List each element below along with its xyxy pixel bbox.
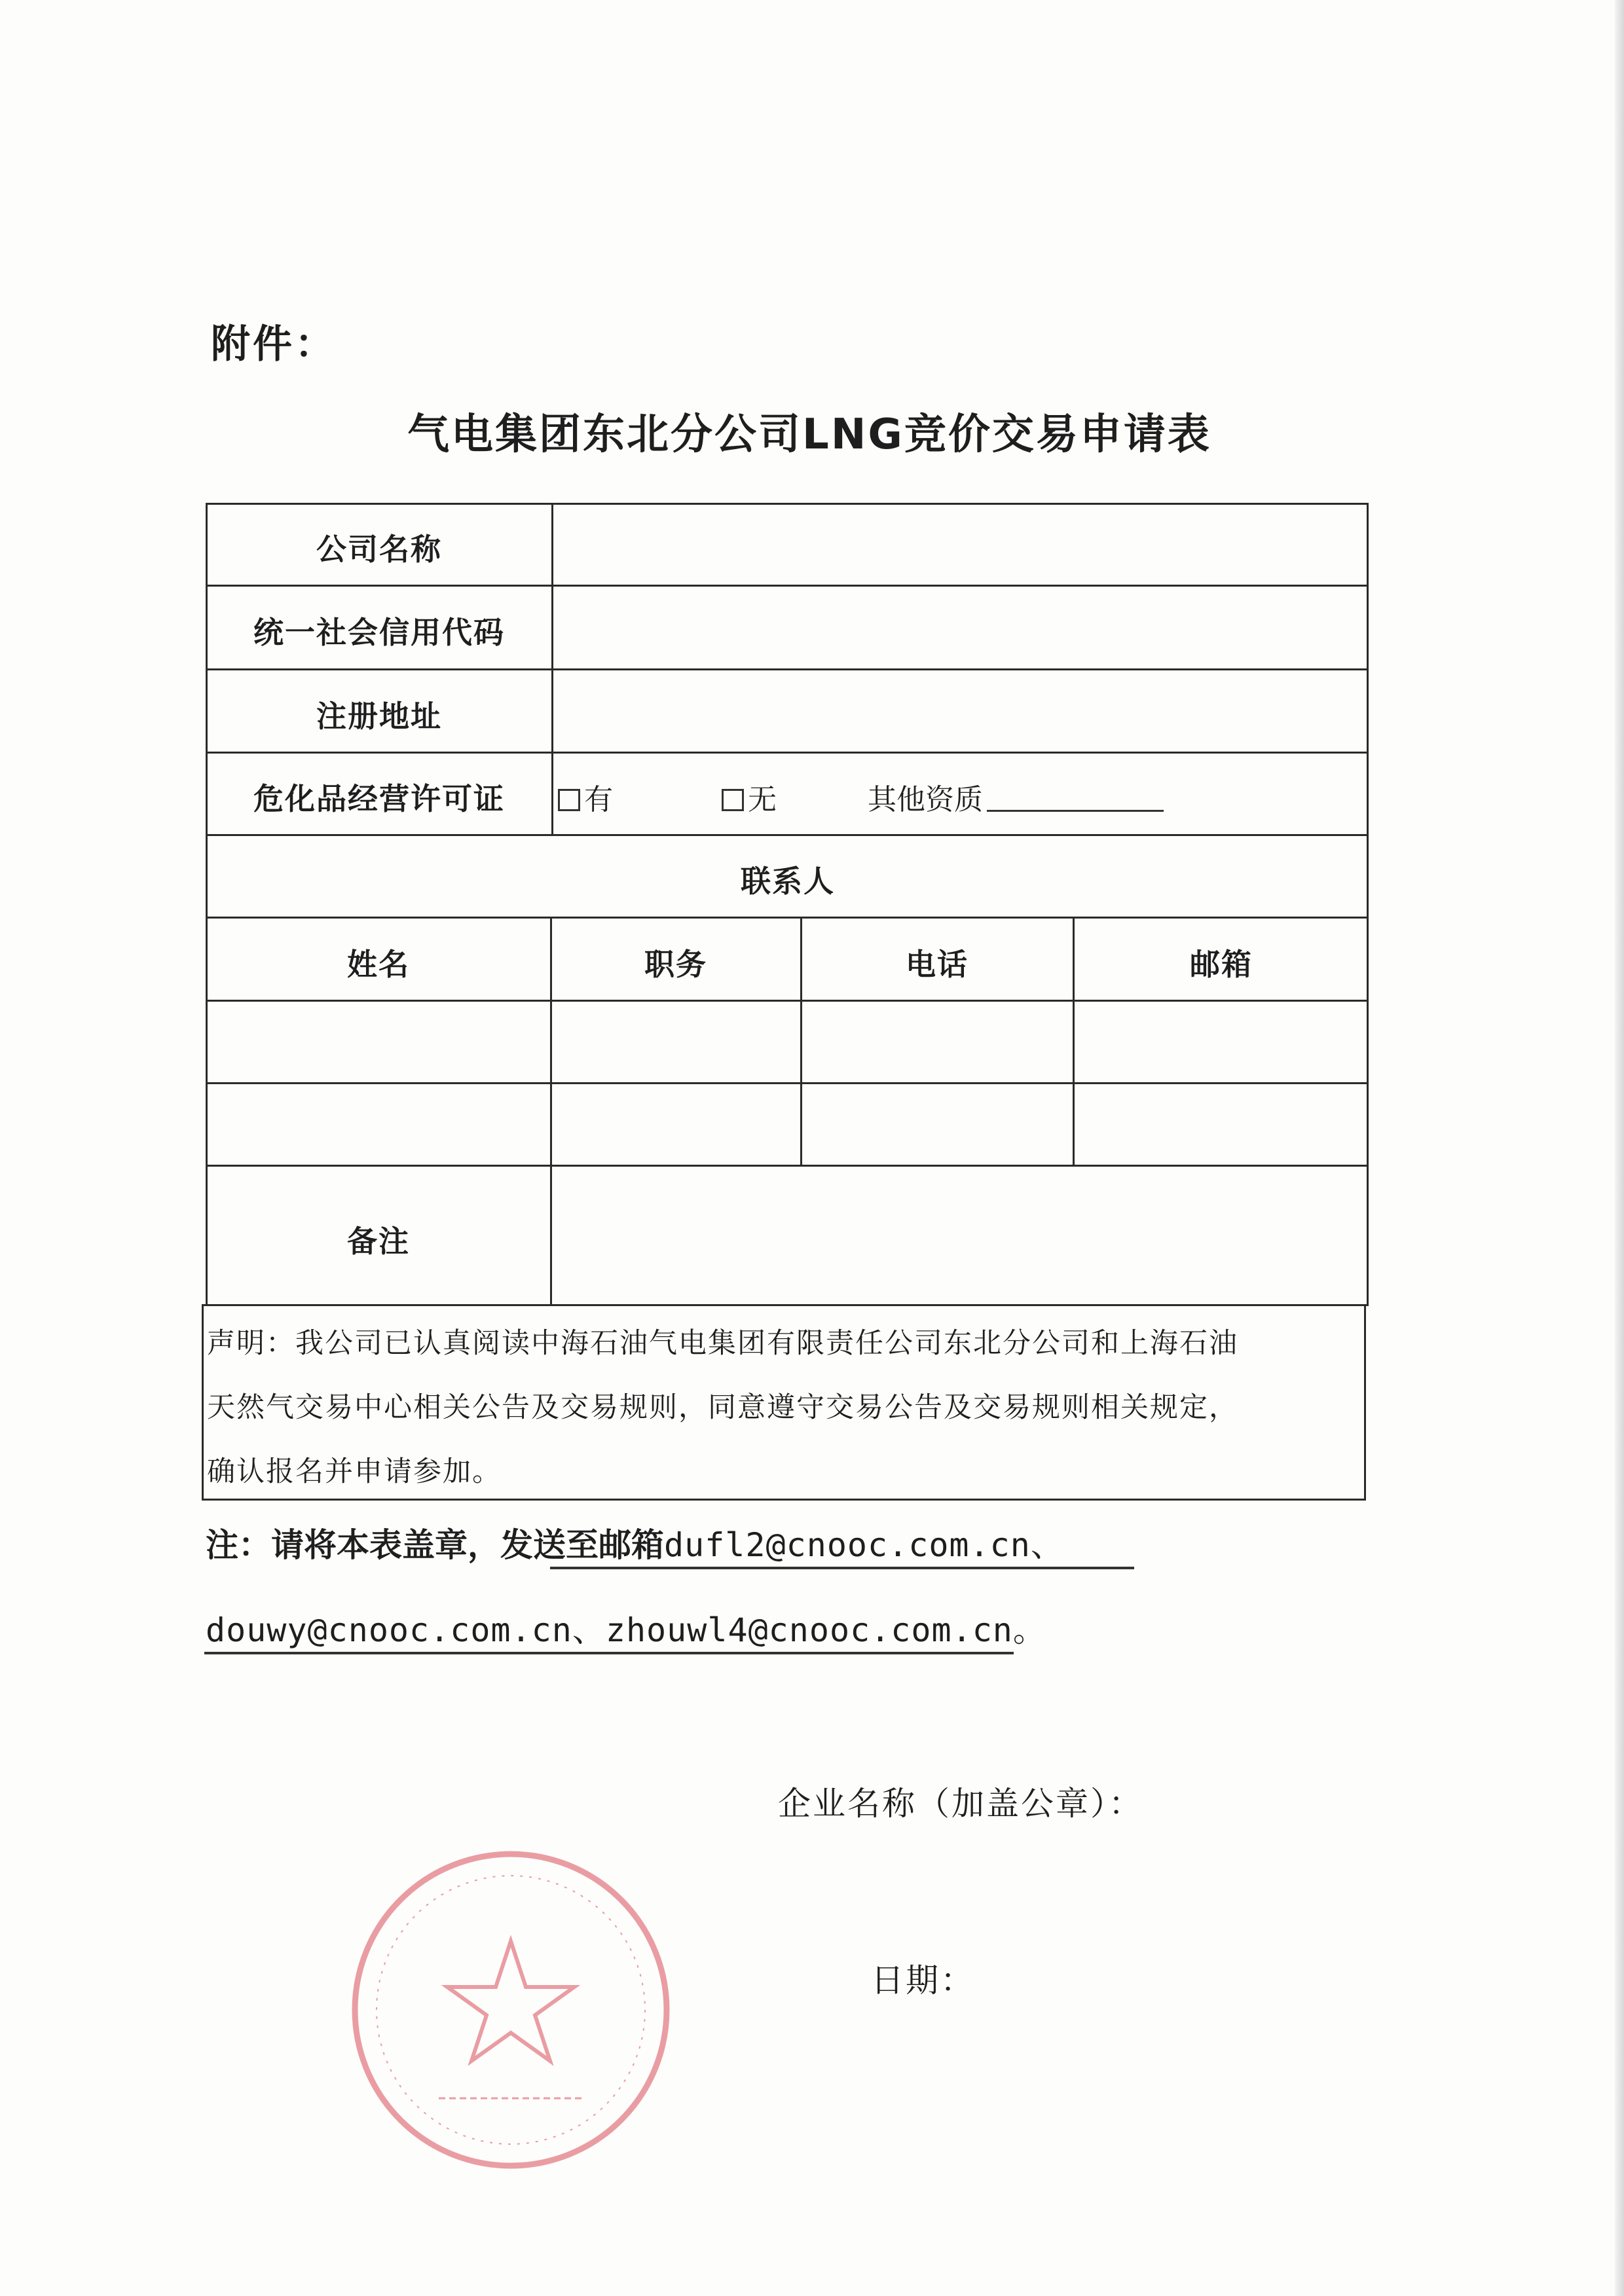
declaration-line: 确认报名并申请参加。: [207, 1455, 502, 1488]
declaration-line: 声明：我公司已认真阅读中海石油气电集团有限责任公司东北分公司和上海石油: [207, 1327, 1238, 1360]
row-divider: [206, 668, 1369, 670]
row-divider: [206, 1000, 1369, 1002]
reg-address-label: 注册地址: [316, 699, 442, 734]
date-label: 日期：: [871, 1961, 975, 1999]
company-name-label: 公司名称: [316, 532, 442, 567]
col-email: 邮箱: [1190, 947, 1253, 982]
note-underline: [550, 1567, 1134, 1569]
col-phone: 电话: [906, 947, 969, 982]
note-prefix: 注：请将本表盖章，: [206, 1526, 500, 1564]
form-title: [0, 401, 1624, 461]
row-divider: [206, 752, 1369, 754]
official-seal-stamp: [347, 1846, 674, 2174]
contact-header: 联系人: [741, 864, 835, 899]
permit-no-option[interactable]: [722, 776, 777, 818]
row-divider: [206, 1165, 1369, 1167]
page-edge-shadow: [1615, 0, 1624, 2296]
credit-code-label: 统一社会信用代码: [253, 615, 505, 650]
email-link-1[interactable]: dufl2@cnooc.com.cn、: [664, 1526, 1064, 1564]
row-divider: [206, 585, 1369, 587]
other-qualification[interactable]: [868, 776, 1164, 818]
row-divider: [206, 917, 1369, 919]
email-links-2[interactable]: douwy@cnooc.com.cn、zhouwl4@cnooc.com.cn。: [206, 1611, 1046, 1649]
submission-note-line2: [206, 1604, 1046, 1651]
permit-yes-option[interactable]: [558, 776, 613, 818]
seal-ring: [355, 1854, 667, 2166]
checkbox-yes[interactable]: [558, 789, 580, 811]
col-divider: [551, 503, 553, 835]
declaration-line: 天然气交易中心相关公告及交易规则，同意遵守交易公告及交易规则相关规定，: [207, 1391, 1238, 1424]
form-title-text: 气电集团东北分公司LNG竞价交易申请表: [407, 410, 1211, 459]
submission-note: [206, 1519, 1064, 1566]
company-seal-label: 企业名称（加盖公章）：: [778, 1785, 1143, 1823]
permit-yes-label: 有: [584, 783, 613, 816]
permit-label: 危化品经营许可证: [253, 781, 505, 816]
row-divider: [206, 834, 1369, 836]
note-underline: [204, 1652, 1014, 1654]
declaration-text: [207, 1311, 1362, 1504]
permit-no-label: 无: [748, 783, 777, 816]
checkbox-no[interactable]: [722, 789, 744, 811]
remarks-label: 备注: [347, 1224, 410, 1259]
attachment-label: 附件：: [211, 321, 337, 367]
note-send-to: 发送至邮箱: [500, 1526, 664, 1564]
col-name: 姓名: [347, 947, 410, 982]
col-position: 职务: [644, 947, 707, 982]
row-divider: [206, 1082, 1369, 1084]
seal-inner-text-ring: [377, 1876, 645, 2144]
seal-star-icon: [447, 1941, 574, 2061]
other-qualification-label: 其他资质: [868, 783, 983, 816]
other-qualification-blank[interactable]: [987, 785, 1164, 812]
